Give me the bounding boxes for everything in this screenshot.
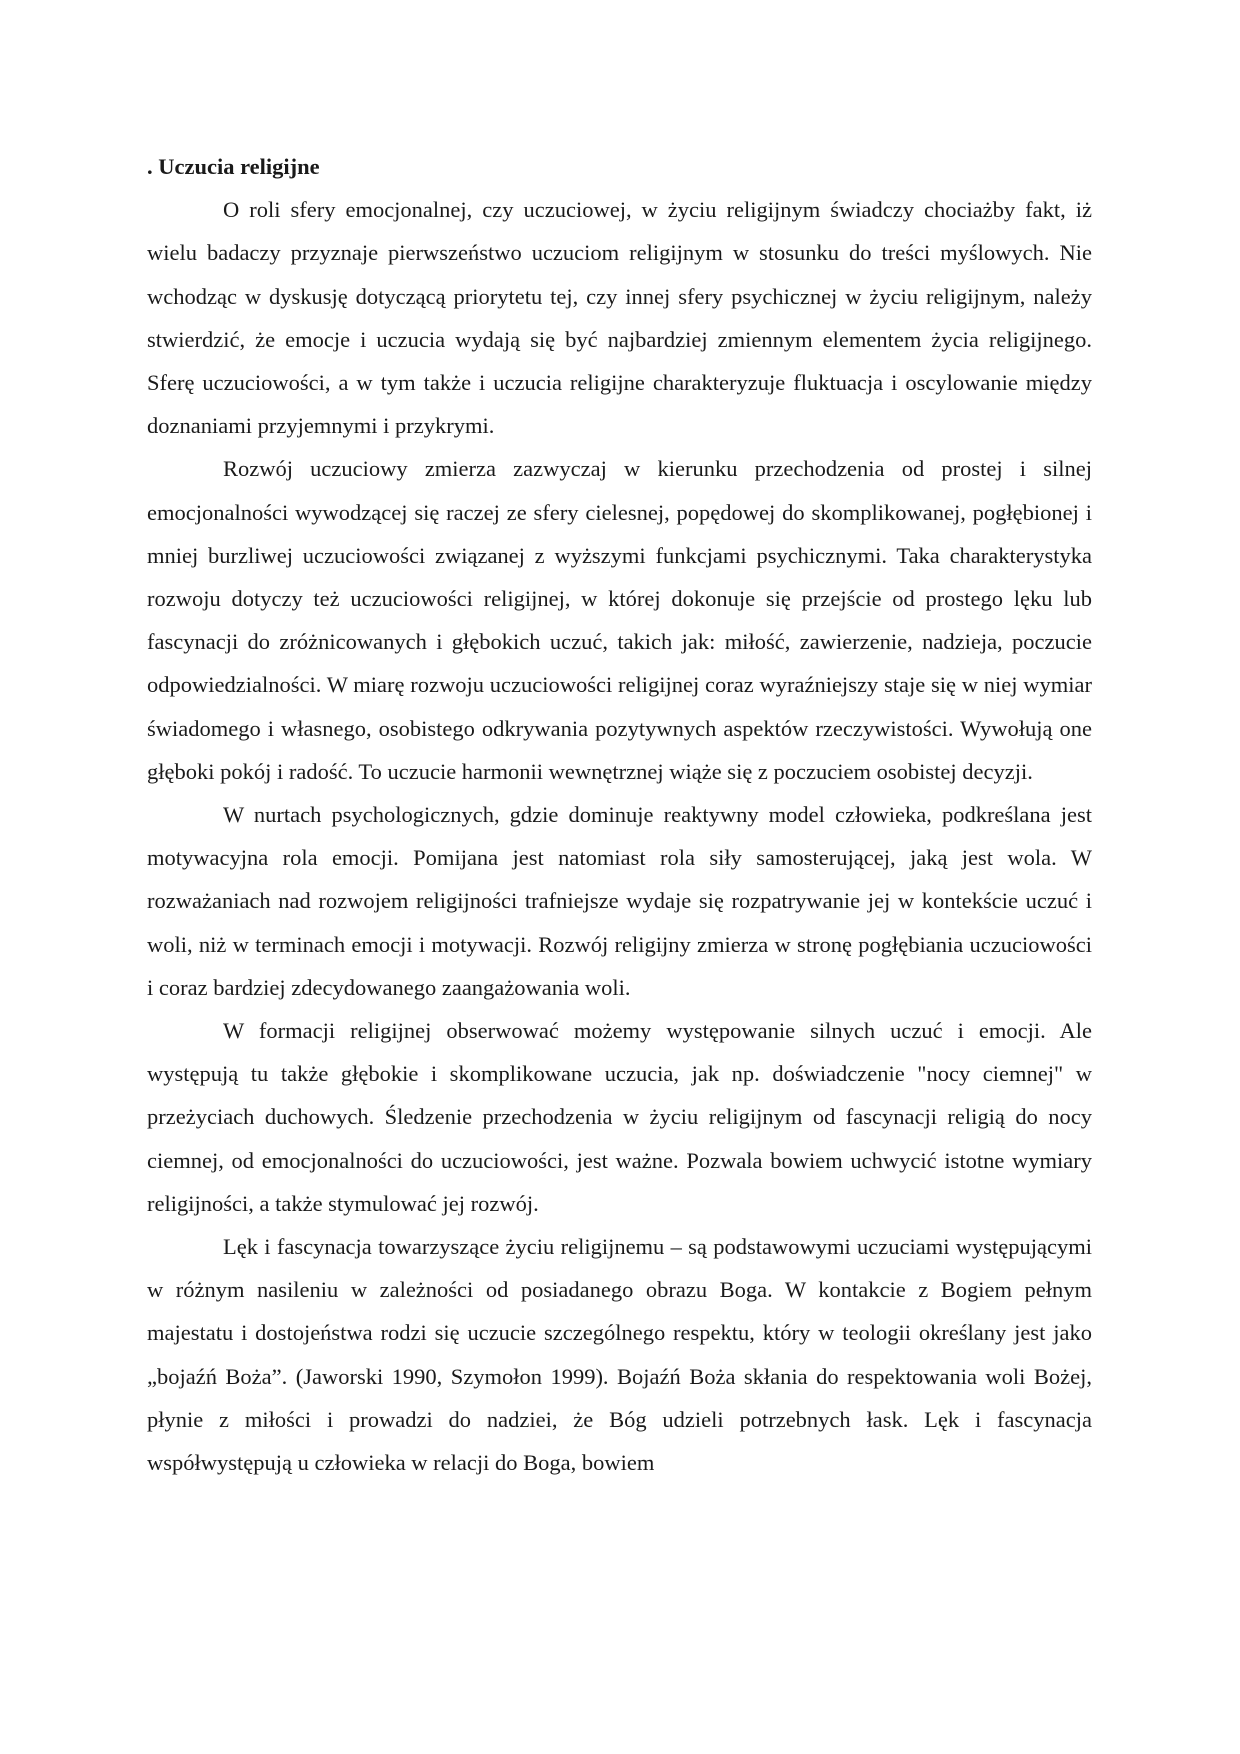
paragraph-2: Rozwój uczuciowy zmierza zazwyczaj w kierunku przechodzenia od prostej i silnej emocjonalności wywodzącej się raczej ze sfery cielesnej, popędowej do skomplikowanej, pogłębionej i mniej burzliwej uczuciowości związanej z wyższymi funkcjami psychicznymi. Taka charakterystyka rozwoju dotyczy też uczuciowości religijnej, w której dokonuje się przejście od prostego lęku lub fascynacji do zróżnicowanych i głębokich uczuć, takich jak: miłość, zawierzenie, nadzieja, poczucie odpowiedzialności. W miarę rozwoju uczuciowości religijnej coraz wyraźniejszy staje się w niej wymiar świadomego i własnego, osobistego odkrywania pozytywnych aspektów rzeczywistości. Wywołują one głęboki pokój i radość. To uczucie harmonii wewnętrznej wiąże się z poczuciem osobistej decyzji. <box>147 456 1092 784</box>
paragraph-4: W formacji religijnej obserwować możemy występowanie silnych uczuć i emocji. Ale występują tu także głębokie i skomplikowane uczucia, jak np. doświadczenie "nocy ciemnej" w przeżyciach duchowych. Śledzenie przechodzenia w życiu religijnym od fascynacji religią do nocy ciemnej, od emocjonalności do uczuciowości, jest ważne. Pozwala bowiem uchwycić istotne wymiary religijności, a także stymulować jej rozwój. <box>147 1018 1092 1216</box>
paragraph-3: W nurtach psychologicznych, gdzie dominuje reaktywny model człowieka, podkreślana jest motywacyjna rola emocji. Pomijana jest natomiast rola siły samosterującej, jaką jest wola. W rozważaniach nad rozwojem religijności trafniejsze wydaje się rozpatrywanie jej w kontekście uczuć i woli, niż w terminach emocji i motywacji. Rozwój religijny zmierza w stronę pogłębiania uczuciowości i coraz bardziej zdecydowanego zaangażowania woli. <box>147 802 1092 1000</box>
section-heading: . Uczucia religijne <box>147 154 320 179</box>
paragraph-5: Lęk i fascynacja towarzyszące życiu religijnemu – są podstawowymi uczuciami występującymi w różnym nasileniu w zależności od posiadanego obrazu Boga. W kontakcie z Bogiem pełnym majestatu i dostojeństwa rodzi się uczucie szczególnego respektu, który w teologii określany jest jako „bojaźń Boża”. (Jaworski 1990, Szymołon 1999). Bojaźń Boża skłania do respektowania woli Bożej, płynie z miłości i prowadzi do nadziei, że Bóg udzieli potrzebnych łask. Lęk i fascynacja współwystępują u człowieka w relacji do Boga, bowiem <box>147 1234 1092 1476</box>
document-body <box>147 145 1092 1484</box>
paragraph-1: O roli sfery emocjonalnej, czy uczuciowej, w życiu religijnym świadczy chociażby fakt, iż wielu badaczy przyznaje pierwszeństwo uczuciom religijnym w stosunku do treści myślowych. Nie wchodząc w dyskusję dotyczącą priorytetu tej, czy innej sfery psychicznej w życiu religijnym, należy stwierdzić, że emocje i uczucia wydają się być najbardziej zmiennym elementem życia religijnego. Sferę uczuciowości, a w tym także i uczucia religijne charakteryzuje fluktuacja i oscylowanie między doznaniami przyjemnymi i przykrymi. <box>147 197 1092 439</box>
